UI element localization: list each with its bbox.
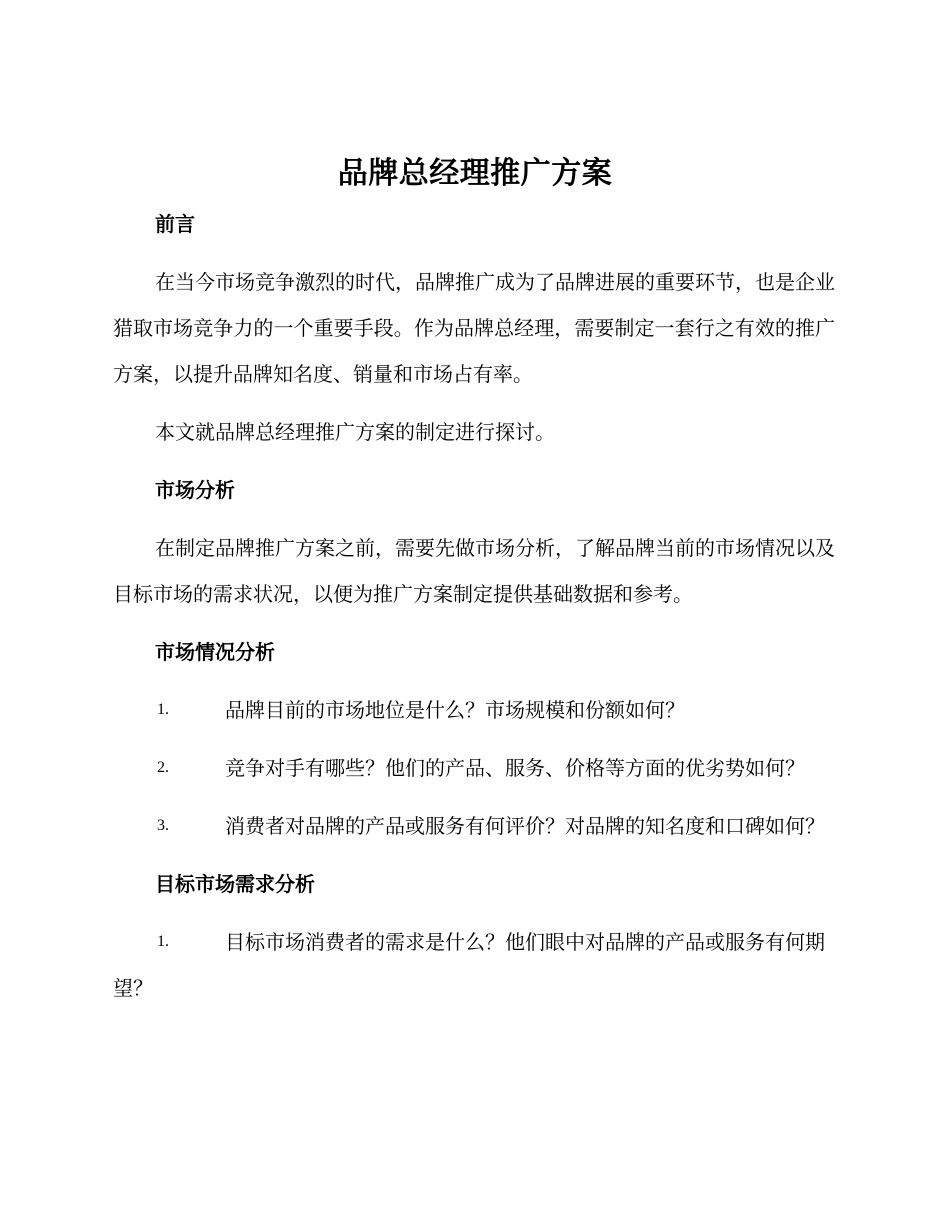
paragraph-preface-2: 本文就品牌总经理推广方案的制定进行探讨。 (155, 420, 555, 444)
list-item (113, 919, 835, 1011)
section-heading-preface: 前言 (155, 212, 195, 236)
list-item-number: 3. (157, 817, 169, 834)
list-item (113, 687, 835, 733)
paragraph-market-analysis: 在制定品牌推广方案之前，需要先做市场分析，了解品牌当前的市场情况以及目标市场的需求状况，以便为推广方案制定提供基础数据和参考。 (113, 536, 835, 606)
list-item (113, 745, 835, 791)
document-body (113, 201, 835, 1023)
page-title: 品牌总经理推广方案 (337, 156, 613, 191)
section-heading-market-situation: 市场情况分析 (155, 640, 275, 664)
section-heading-target-demand: 目标市场需求分析 (155, 872, 315, 896)
list-item-number: 1. (157, 701, 169, 718)
section-heading-market-analysis: 市场分析 (155, 478, 235, 502)
paragraph-preface-1: 在当今市场竞争激烈的时代，品牌推广成为了品牌进展的重要环节，也是企业猎取市场竞争力的一个重要手段。作为品牌总经理，需要制定一套行之有效的推广方案，以提升品牌知名度、销量和市场占有率。 (113, 270, 835, 386)
list-item (113, 803, 835, 849)
list-item-text: 消费者对品牌的产品或服务有何评价？对品牌的知名度和口碑如何？ (225, 814, 825, 838)
list-item-text: 目标市场消费者的需求是什么？他们眼中对品牌的产品或服务有何期望？ (113, 930, 825, 1000)
list-item-text: 品牌目前的市场地位是什么？市场规模和份额如何？ (225, 698, 685, 722)
list-item-number: 2. (157, 759, 169, 776)
list-item-number: 1. (157, 933, 169, 950)
list-item-text: 竞争对手有哪些？他们的产品、服务、价格等方面的优劣势如何？ (225, 756, 805, 780)
